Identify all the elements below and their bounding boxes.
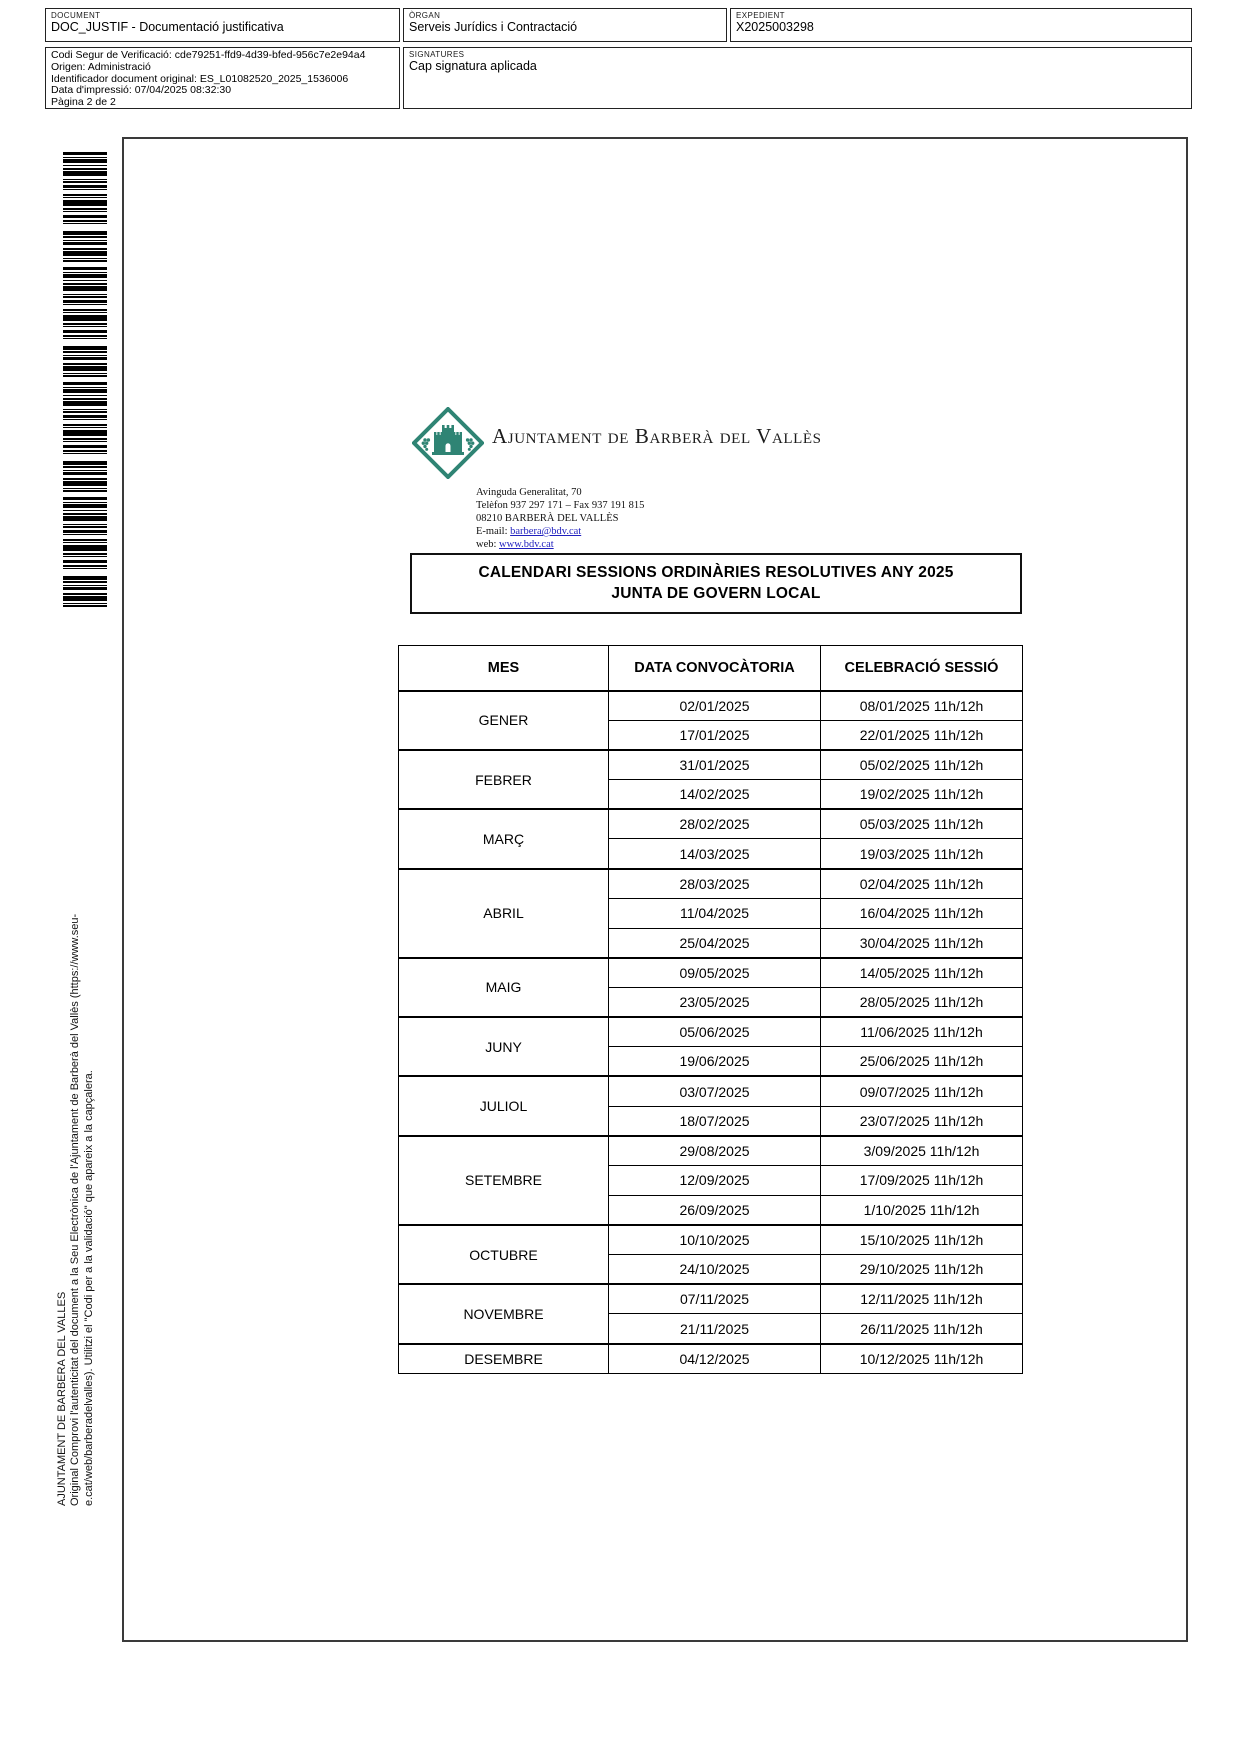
sessio-date-cell: 05/03/2025 11h/12h [821,809,1023,839]
table-row [399,1225,1023,1255]
email-label: E-mail: [476,526,511,537]
sessio-date-cell: 16/04/2025 11h/12h [821,898,1023,928]
barcode-image [63,152,107,612]
month-cell: GENER [399,691,609,750]
month-cell: SETEMBRE [399,1136,609,1225]
sessio-date-cell: 05/02/2025 11h/12h [821,750,1023,780]
calendar-title-box [410,553,1022,614]
table-row [399,1284,1023,1314]
calendar-table [398,645,1023,1374]
convocatoria-date-cell: 04/12/2025 [609,1344,821,1374]
table-row [399,1076,1023,1106]
web-label: web: [476,539,500,550]
convocatoria-date-cell: 17/01/2025 [609,720,821,750]
convocatoria-date-cell: 14/02/2025 [609,780,821,810]
sessio-date-cell: 29/10/2025 11h/12h [821,1255,1023,1285]
sessio-date-cell: 22/01/2025 11h/12h [821,720,1023,750]
org-name: Ajuntament de Barberà del Vallès [492,424,822,448]
verification-line: Data d'impressió: 07/04/2025 08:32:30 [51,84,232,97]
sessio-date-cell: 02/04/2025 11h/12h [821,869,1023,899]
web-link[interactable]: www.bdv.cat [499,539,554,550]
expedient-field-box [730,8,1192,42]
month-cell: NOVEMBRE [399,1284,609,1343]
verification-line: Codi Segur de Verificació: cde79251-ffd9-4d39-bfed-956c7e2e94a4 [51,49,366,61]
table-row [399,750,1023,780]
convocatoria-date-cell: 18/07/2025 [609,1106,821,1136]
month-cell: ABRIL [399,869,609,958]
sidebar-line-3: e.cat/web/barberadelvalles). Utilitzi el "Codi per a la validació" que apareix a la capçalera. [82,1070,95,1506]
table-row [399,809,1023,839]
sessio-date-cell: 1/10/2025 11h/12h [821,1195,1023,1225]
convocatoria-date-cell: 05/06/2025 [609,1017,821,1047]
sessio-date-cell: 3/09/2025 11h/12h [821,1136,1023,1166]
verification-line: Pàgina 2 de 2 [51,96,116,109]
verification-line: Identificador document original: ES_L01082520_2025_1536006 [51,72,349,85]
verification-lines [51,50,394,109]
verification-line: Origen: Administració [51,60,151,73]
sessio-date-cell: 15/10/2025 11h/12h [821,1225,1023,1255]
sessio-date-cell: 08/01/2025 11h/12h [821,691,1023,721]
document-field-label: DOCUMENT [51,11,101,20]
signatures-box [403,47,1192,109]
sessio-date-cell: 17/09/2025 11h/12h [821,1166,1023,1196]
document-field-value: DOC_JUSTIF - Documentació justificativa [51,20,284,34]
month-cell: JUNY [399,1017,609,1076]
table-row [399,1344,1023,1374]
convocatoria-date-cell: 24/10/2025 [609,1255,821,1285]
sessio-date-cell: 26/11/2025 11h/12h [821,1314,1023,1344]
convocatoria-date-cell: 07/11/2025 [609,1284,821,1314]
address-street: Avinguda Generalitat, 70 [476,487,582,498]
sessio-date-cell: 11/06/2025 11h/12h [821,1017,1023,1047]
convocatoria-date-cell: 21/11/2025 [609,1314,821,1344]
convocatoria-date-cell: 25/04/2025 [609,928,821,958]
convocatoria-date-cell: 12/09/2025 [609,1166,821,1196]
address-email-row [476,525,644,538]
calendar-header-row [399,646,1023,691]
org-address-block [476,486,644,551]
sessio-date-cell: 30/04/2025 11h/12h [821,928,1023,958]
address-city: 08210 BARBERÀ DEL VALLÈS [476,513,619,524]
address-phone: Telèfon 937 297 171 – Fax 937 191 815 [476,500,645,511]
signatures-label: SIGNATURES [409,50,465,59]
convocatoria-date-cell: 10/10/2025 [609,1225,821,1255]
month-cell: JULIOL [399,1076,609,1135]
convocatoria-date-cell: 23/05/2025 [609,987,821,1017]
sidebar-line-2: Original Comprovi l'autenticitat del document a la Seu Electrònica de l'Ajuntament de Barberà del Vallès (https://www.seu- [69,913,82,1506]
sessio-date-cell: 23/07/2025 11h/12h [821,1106,1023,1136]
convocatoria-date-cell: 28/03/2025 [609,869,821,899]
document-field-box [45,8,400,42]
city-crest-logo-icon [412,407,484,479]
month-cell: MAIG [399,958,609,1017]
organ-field-box [403,8,727,42]
month-cell: OCTUBRE [399,1225,609,1284]
convocatoria-date-cell: 11/04/2025 [609,898,821,928]
sessio-date-cell: 09/07/2025 11h/12h [821,1076,1023,1106]
convocatoria-date-cell: 26/09/2025 [609,1195,821,1225]
sessio-date-cell: 10/12/2025 11h/12h [821,1344,1023,1374]
month-cell: DESEMBRE [399,1344,609,1374]
convocatoria-date-cell: 31/01/2025 [609,750,821,780]
convocatoria-date-cell: 02/01/2025 [609,691,821,721]
sessio-date-cell: 14/05/2025 11h/12h [821,958,1023,988]
month-cell: MARÇ [399,809,609,868]
expedient-field-value: X2025003298 [736,20,814,34]
expedient-field-label: EXPEDIENT [736,11,785,20]
table-row [399,691,1023,721]
signatures-value: Cap signatura aplicada [409,59,537,73]
convocatoria-date-cell: 14/03/2025 [609,839,821,869]
verification-box [45,47,400,109]
table-row [399,869,1023,899]
table-row [399,958,1023,988]
table-row [399,1136,1023,1166]
sessio-date-cell: 19/03/2025 11h/12h [821,839,1023,869]
col-header-mes: MES [399,646,609,691]
sessio-date-cell: 28/05/2025 11h/12h [821,987,1023,1017]
convocatoria-date-cell: 09/05/2025 [609,958,821,988]
address-web-row [476,538,644,551]
calendar-table-body [399,691,1023,1374]
email-link[interactable]: barbera@bdv.cat [510,526,582,537]
sessio-date-cell: 25/06/2025 11h/12h [821,1047,1023,1077]
sessio-date-cell: 12/11/2025 11h/12h [821,1284,1023,1314]
convocatoria-date-cell: 03/07/2025 [609,1076,821,1106]
convocatoria-date-cell: 28/02/2025 [609,809,821,839]
organ-field-value: Serveis Jurídics i Contractació [409,20,578,34]
month-cell: FEBRER [399,750,609,809]
organ-field-label: ÒRGAN [409,11,441,20]
calendar-title-line1: CALENDARI SESSIONS ORDINÀRIES RESOLUTIVES ANY 2025 [478,564,954,581]
convocatoria-date-cell: 19/06/2025 [609,1047,821,1077]
col-header-celebracio-sessio: CELEBRACIÓ SESSIÓ [821,646,1023,691]
col-header-data-convocatoria: DATA CONVOCÀTORIA [609,646,821,691]
convocatoria-date-cell: 29/08/2025 [609,1136,821,1166]
table-row [399,1017,1023,1047]
sidebar-validation-text [56,854,98,1506]
sidebar-line-1: AJUNTAMENT DE BARBERA DEL VALLES [56,1291,68,1506]
sessio-date-cell: 19/02/2025 11h/12h [821,780,1023,810]
calendar-title-line2: JUNTA DE GOVERN LOCAL [611,585,821,602]
